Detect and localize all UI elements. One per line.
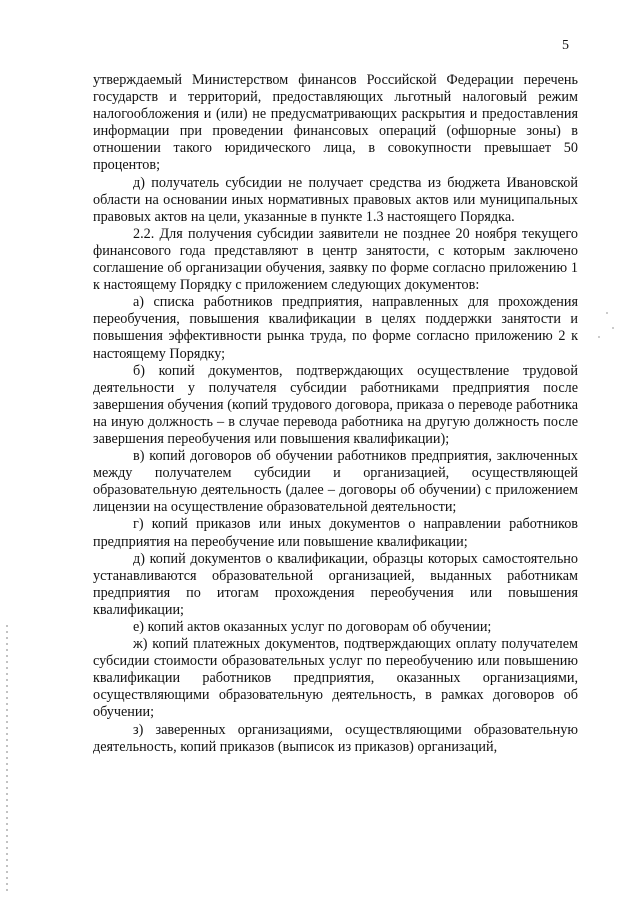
paragraph-item-v: в) копий договоров об обучении работников предприятия, заключенных между получателем субсидии и организацией, осуществляющей образовательную деятельность (далее – договоры об обучении) с приложением лицензии на осуществление образовательной деятельности;	[93, 448, 578, 516]
paragraph-item-d-eligibility: д) получатель субсидии не получает средства из бюджета Ивановской области на основании иных нормативных правовых актов или муниципальных правовых актов на цели, указанные в пункте 1.3 настоящего Порядка.	[93, 174, 578, 225]
paragraph-item-g: г) копий приказов или иных документов о направлении работников предприятия на переобучение или повышение квалификации;	[93, 516, 578, 550]
scan-speck	[598, 336, 600, 338]
scan-edge-mark	[6, 625, 8, 895]
paragraph-item-z: з) заверенных организациями, осуществляющими образовательную деятельность, копий приказов (выписок из приказов) организаций,	[93, 721, 578, 755]
scan-speck	[606, 312, 608, 314]
paragraph-2-2: 2.2. Для получения субсидии заявители не позднее 20 ноября текущего финансового года представляют в центр занятости, с которым заключено соглашение об организации обучения, заявку по форме согласно приложению 1 к настоящему Порядку с приложением следующих документов:	[93, 225, 578, 294]
paragraph-item-a: а) списка работников предприятия, направленных для прохождения переобучения, повышения квалификации в целях поддержки занятости и повышения эффективности рынка труда, по форме согласно приложению 2 к настоящему Порядку;	[93, 294, 578, 362]
scan-speck	[612, 327, 614, 329]
document-body	[93, 72, 578, 756]
paragraph-continuation: утверждаемый Министерством финансов Российской Федерации перечень государств и территорий, предоставляющих льготный налоговый режим налогообложения и (или) не предусматривающих раскрытия и предоставления информации при проведении финансовых операций (офшорные зоны) в отношении такого юридического лица, в совокупности превышает 50 процентов;	[93, 72, 578, 174]
paragraph-item-e: е) копий актов оказанных услуг по договорам об обучении;	[133, 619, 492, 635]
paragraph-item-b: б) копий документов, подтверждающих осуществление трудовой деятельности у получателя субсидии работниками предприятия после завершения обучения (копий трудового договора, приказа о переводе работника на иную должность – в случае перевода работника на другую должность после завершения переобучения или повышения квалификации);	[93, 362, 578, 447]
paragraph-item-zh: ж) копий платежных документов, подтверждающих оплату получателем субсидии стоимости образовательных услуг по переобучению или повышению квалификации работников предприятия, оказанных организациями, осуществляющими образовательную деятельность, в рамках договоров об обучении;	[93, 636, 578, 721]
paragraph-item-d-documents: д) копий документов о квалификации, образцы которых самостоятельно устанавливаются образовательной организацией, выданных работникам предприятия по итогам прохождения переобучения или повышения квалификации;	[93, 550, 578, 618]
page-number: 5	[562, 38, 569, 53]
